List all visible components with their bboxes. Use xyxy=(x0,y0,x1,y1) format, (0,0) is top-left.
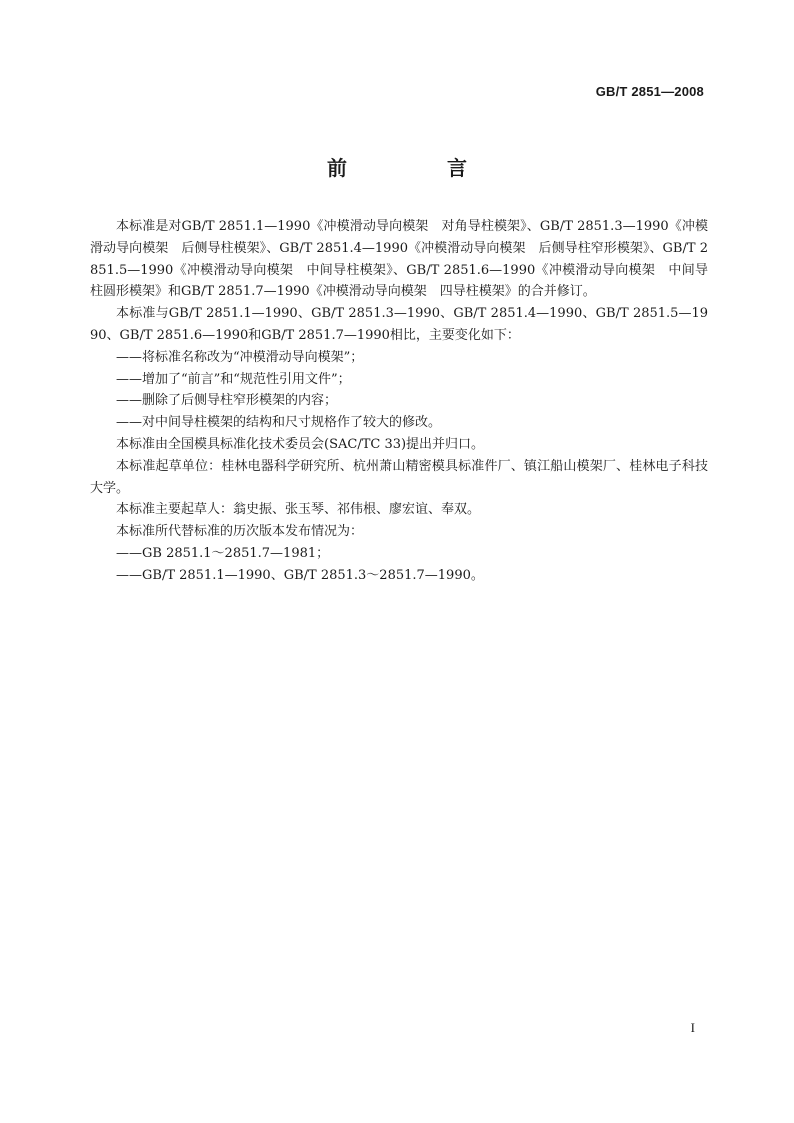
list-item-change-1: ——将标准名称改为“冲模滑动导向模架”； xyxy=(116,349,364,365)
paragraph-drafters: 本标准主要起草人：翁史振、张玉琴、祁伟根、廖宏谊、奉双。 xyxy=(116,502,481,518)
paragraph-main-changes: 本标准与GB/T 2851.1—1990、GB/T 2851.3—1990、GB/T 2851.4—1990、GB/T 2851.5—1990、GB/T 2851.6—1990和GB/T 2851.7—1990相比，主要变化如下： xyxy=(90,306,708,343)
list-item-change-2: ——增加了“前言”和“规范性引用文件”； xyxy=(116,371,351,387)
list-item-history-2: ——GB/T 2851.1—1990、GB/T 2851.3～2851.7—1990。 xyxy=(116,567,484,583)
paragraph-proposer: 本标准由全国模具标准化技术委员会(SAC/TC 33)提出并归口。 xyxy=(116,436,485,452)
foreword-body xyxy=(90,216,708,587)
list-item-change-3: ——删除了后侧导柱窄形模架的内容； xyxy=(116,393,338,409)
page-title: 前 言 xyxy=(327,156,507,180)
list-item-history-1: ——GB 2851.1～2851.7—1981； xyxy=(116,545,330,561)
list-item-change-4: ——对中间导柱模架的结构和尺寸规格作了较大的修改。 xyxy=(116,415,442,431)
standard-code: GB/T 2851—2008 xyxy=(595,84,704,99)
paragraph-drafting-units: 本标准起草单位：桂林电器科学研究所、杭州萧山精密模具标准件厂、镇江船山模架厂、桂林电子科技大学。 xyxy=(90,458,708,496)
page-number: I xyxy=(690,1020,695,1035)
paragraph-history-intro: 本标准所代替标准的历次版本发布情况为： xyxy=(116,524,364,540)
paragraph-merge-revision: 本标准是对GB/T 2851.1—1990《冲模滑动导向模架 对角导柱模架》、GB/T 2851.3—1990《冲模滑动导向模架 后侧导柱模架》、GB/T 2851.4—1990《冲模滑动导向模架 后侧导柱窄形模架》、GB/T 2851.5—1990《冲模滑动导向模架 中间导柱模架》、GB/T 2851.6—1990《冲模滑动导向模架 中间导柱圆形模架》和GB/T 2851.7—1990《冲模滑动导向模架 四导柱模架》的合并修订。 xyxy=(90,219,708,300)
